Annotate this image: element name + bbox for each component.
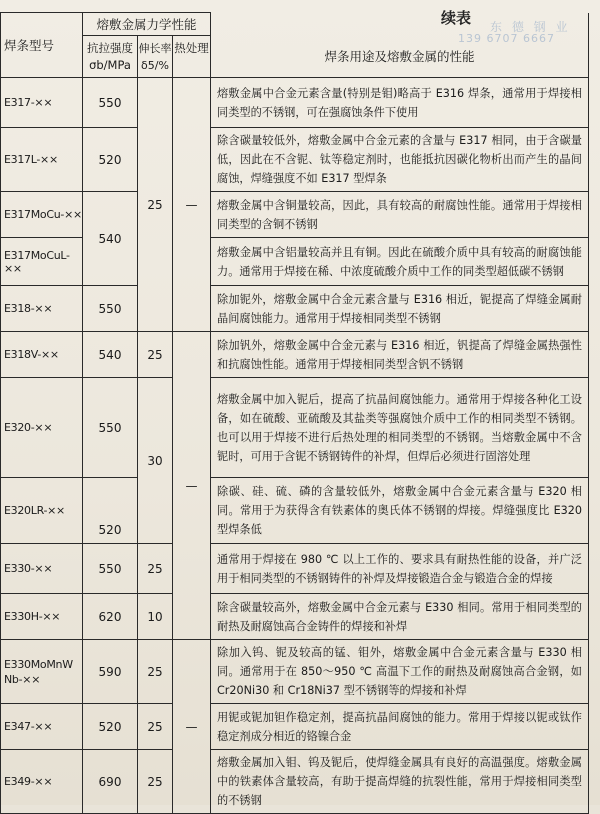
model-cell: [1, 640, 83, 704]
strength-cell: 550: [83, 378, 138, 478]
watermark-line2: 139 6707 6667: [458, 32, 555, 45]
elong-cell: 10: [138, 594, 173, 640]
model-cell: E320LR-××: [1, 478, 83, 544]
table-row: [1, 750, 589, 814]
model-cell: E317MoCu-××: [1, 192, 83, 238]
desc-cell: 用铌或铌加钽作稳定剂，提高抗晶间腐蚀的能力。常用于焊接以铌或钛作稳定剂成分相近的铬镍合金: [211, 704, 589, 750]
table-row: [1, 544, 589, 594]
header-use: 焊条用途及熔敷金属的性能: [211, 36, 589, 78]
strength-cell: 520: [83, 478, 138, 544]
header-elong: 伸长率 δ5/%: [138, 36, 173, 78]
model-cell: E330-××: [1, 544, 83, 594]
strength-cell: 550: [83, 286, 138, 332]
table-row: [1, 78, 589, 128]
strength-cell: 690: [83, 750, 138, 814]
model-cell: E318V-××: [1, 332, 83, 378]
desc-cell: 除加钒外，熔敷金属中合金元素与 E316 相近，钒提高了焊缝金属热强性和抗腐蚀性能。通常用于焊接相同类型含钒不锈钢: [211, 332, 589, 378]
table-row: [1, 128, 589, 192]
desc-cell: 熔敷金属中合金元素含量(特别是钼)略高于 E316 焊条，通常用于焊接相同类型的不锈钢，可在强腐蚀条件下使用: [211, 78, 589, 128]
elong-cell: 30: [138, 378, 173, 544]
model-cell: E330H-××: [1, 594, 83, 640]
desc-cell: 熔敷金属加入钼、钨及铌后，使焊缝金属具有良好的高温强度。熔敷金属中的铁素体含量较高，有助于提高焊缝的抗裂性能，常用于焊接相同类型的不锈钢: [211, 750, 589, 814]
table-row: [1, 478, 589, 544]
desc-cell: 除碳、硅、硫、磷的含量较低外，熔敷金属中合金元素含量与 E320 相同。常用于为获得含有铁素体的奥氏体不锈钢的焊接。焊缝强度比 E320 型焊条低: [211, 478, 589, 544]
elong-cell: 25: [138, 544, 173, 594]
desc-cell: 通常用于焊接在 980 ℃ 以上工作的、要求具有耐热性能的设备，并广泛用于相同类型的不锈钢铸件的补焊及焊接锻造合金与锻造合金的焊接: [211, 544, 589, 594]
model-cell: E347-××: [1, 704, 83, 750]
model-cell: E320-××: [1, 378, 83, 478]
header-heat: 热处理: [173, 36, 211, 78]
watermark-line1: 东 德 钢 业: [490, 20, 571, 34]
model-cell: E317-××: [1, 78, 83, 128]
elong-cell: 25: [138, 640, 173, 704]
model-cell: E349-××: [1, 750, 83, 814]
header-strength: 抗拉强度 σb/MPa: [83, 36, 138, 78]
model-text: E330MoMnWNb-××: [4, 657, 73, 686]
strength-cell: 520: [83, 704, 138, 750]
welding-rod-table: [0, 8, 590, 814]
strength-cell: 620: [83, 594, 138, 640]
model-cell: E318-××: [1, 286, 83, 332]
table-row: [1, 192, 589, 238]
desc-cell: 除含碳量较高外，熔敷金属中合金元素与 E330 相同。常用于相同类型的耐热及耐腐蚀高合金铸件的焊接和补焊: [211, 594, 589, 640]
strength-cell: 550: [83, 78, 138, 128]
model-cell: E317L-××: [1, 128, 83, 192]
header-continued: 续表: [211, 13, 589, 36]
heat-cell: —: [173, 78, 211, 332]
heat-cell: —: [173, 332, 211, 640]
desc-cell: 除加入钨、铌及较高的锰、钼外，熔敷金属中合金元素含量与 E330 相同。通常用于在 850～950 ℃ 高温下工作的耐热及耐腐蚀高合金钢，如 Cr20Ni30 和 Cr18Ni37 型不锈钢等的焊接和补焊: [211, 640, 589, 704]
model-cell: E317MoCuL-××: [1, 238, 83, 286]
strength-cell: 520: [83, 128, 138, 192]
strength-cell: 540: [83, 192, 138, 286]
elong-cell: 25: [138, 332, 173, 378]
elong-cell: 25: [138, 704, 173, 750]
desc-cell: 除含碳量较低外，熔敷金属中合金元素的含量与 E317 相同，由于含碳量低，因此在不含铌、钛等稳定剂时，也能抵抗因碳化物析出而产生的晶间腐蚀，焊缝强度不如 E317 型焊条: [211, 128, 589, 192]
desc-cell: 熔敷金属中加入铌后，提高了抗晶间腐蚀能力。通常用于焊接各种化工设备，如在硫酸、亚硫酸及其盐类等强腐蚀介质中工作的相同类型不锈钢。也可以用于焊接不进行后热处理的相同类型的不锈钢。当熔敷金属中不含铌时，可用于含铌不锈钢铸件的补焊，但焊后必须进行固溶处理: [211, 378, 589, 478]
desc-cell: 熔敷金属中含铝量较高并且有铜。因此在硫酸介质中具有较高的耐腐蚀能力。通常用于焊接在稀、中浓度硫酸介质中工作的同类型超低碳不锈钢: [211, 238, 589, 286]
table-row: [1, 332, 589, 378]
table-row: [1, 378, 589, 478]
desc-cell: 除加铌外，熔敷金属中合金元素含量与 E316 相近，铌提高了焊缝金属耐晶间腐蚀能力。通常用于焊接相同类型不锈钢: [211, 286, 589, 332]
header-mech-group: 熔敷金属力学性能: [83, 13, 211, 36]
elong-cell: 25: [138, 78, 173, 332]
desc-cell: 熔敷金属中含铜量较高，因此，具有较高的耐腐蚀性能。通常用于焊接相同类型的含铜不锈钢: [211, 192, 589, 238]
heat-cell: —: [173, 640, 211, 814]
strength-cell: 550: [83, 544, 138, 594]
table-row: [1, 594, 589, 640]
strength-cell: 540: [83, 332, 138, 378]
elong-cell: 25: [138, 750, 173, 814]
header-model: 焊条型号: [1, 13, 83, 78]
table-row: [1, 286, 589, 332]
strength-cell: 590: [83, 640, 138, 704]
table-row: [1, 704, 589, 750]
table-row: [1, 640, 589, 704]
